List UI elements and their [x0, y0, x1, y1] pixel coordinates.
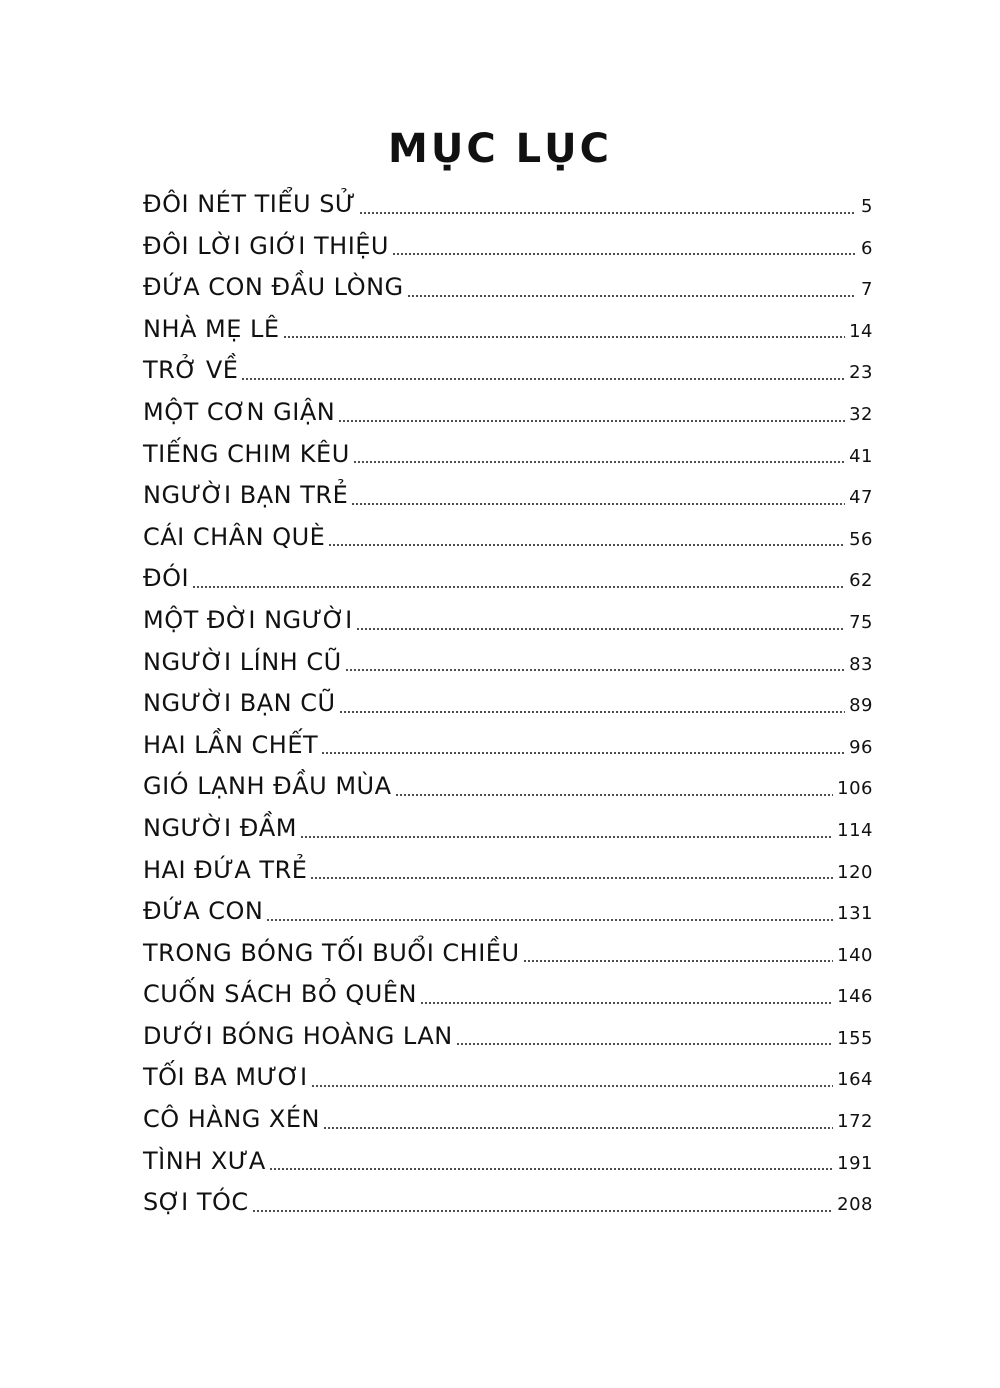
entry-page-number: 14	[849, 320, 873, 342]
entry-page-number: 5	[861, 196, 873, 217]
entry-title: CÔ HÀNG XÉN	[143, 1105, 320, 1134]
dot-leader	[192, 585, 845, 589]
toc-entry	[143, 434, 873, 476]
dot-leader	[321, 751, 845, 755]
toc-entry	[143, 309, 873, 351]
entry-title: NGƯỜI ĐẦM	[143, 813, 297, 842]
toc-entry	[143, 350, 873, 392]
entry-page-number: 191	[837, 1152, 873, 1174]
entry-page-number: 89	[849, 695, 873, 717]
entry-title: DƯỚI BÓNG HOÀNG LAN	[143, 1021, 453, 1050]
dot-leader	[407, 294, 855, 298]
entry-page-number: 6	[861, 237, 873, 259]
entry-title: NHÀ MẸ LÊ	[143, 314, 280, 343]
entry-title: ĐÔI NÉT TIỂU SỬ	[143, 190, 357, 218]
entry-title: NGƯỜI BẠN TRẺ	[143, 481, 349, 510]
entry-title: HAI LẦN CHẾT	[143, 730, 319, 759]
entry-page-number: 75	[849, 611, 873, 633]
dot-leader	[252, 1209, 833, 1213]
entry-title: TỐI BA MƯƠI	[143, 1063, 308, 1092]
entry-title: ĐỨA CON	[143, 897, 264, 926]
entry-page-number: 47	[849, 487, 873, 509]
toc-entry	[143, 517, 873, 559]
entry-page-number: 56	[849, 528, 873, 550]
entry-title: NGƯỜI LÍNH CŨ	[143, 647, 342, 676]
entry-title: ĐÓI	[143, 564, 190, 593]
dot-leader	[300, 835, 833, 839]
entry-page-number: 208	[837, 1194, 873, 1216]
entry-title: NGƯỜI BẠN CŨ	[143, 689, 336, 718]
entry-title: MỘT ĐỜI NGƯỜI	[143, 605, 353, 634]
entry-title: TRONG BÓNG TỐI BUỔI CHIỀU	[143, 938, 520, 967]
entry-title: TIẾNG CHIM KÊU	[143, 439, 350, 468]
dot-leader	[420, 1001, 833, 1005]
dot-leader	[266, 918, 833, 922]
entry-page-number: 23	[849, 362, 873, 384]
dot-leader	[356, 627, 845, 631]
entry-page-number: 41	[849, 445, 873, 467]
toc-entry	[143, 1182, 873, 1224]
toc-entry	[143, 475, 873, 517]
entry-page-number: 131	[837, 903, 873, 925]
entry-title: GIÓ LẠNH ĐẦU MÙA	[143, 772, 392, 801]
dot-leader	[338, 419, 845, 423]
toc-entry	[143, 558, 873, 600]
toc-entry	[143, 850, 873, 892]
dot-leader	[311, 1084, 834, 1088]
entry-title: TRỞ VỀ	[143, 356, 239, 385]
entry-title: MỘT CƠN GIẬN	[143, 397, 336, 426]
dot-leader	[345, 668, 845, 672]
dot-leader	[310, 876, 833, 880]
toc-entry	[143, 725, 873, 767]
entry-page-number: 96	[849, 736, 873, 758]
dot-leader	[328, 543, 845, 547]
entry-page-number: 62	[849, 570, 873, 592]
entry-page-number: 106	[837, 778, 873, 800]
toc-entry	[143, 226, 873, 268]
dot-leader	[353, 460, 845, 464]
entry-page-number: 120	[837, 861, 873, 883]
entry-title: CUỐN SÁCH BỎ QUÊN	[143, 980, 417, 1009]
entry-page-number: 164	[837, 1069, 873, 1091]
toc-entry	[143, 683, 873, 725]
dot-leader	[283, 335, 846, 339]
entry-page-number: 114	[837, 819, 873, 841]
dot-leader	[351, 502, 845, 506]
toc-entry	[143, 642, 873, 684]
toc-entry	[143, 600, 873, 642]
dot-leader	[456, 1042, 833, 1046]
dot-leader	[395, 793, 834, 797]
entry-title: TÌNH XƯA	[143, 1146, 266, 1175]
toc-entry	[143, 808, 873, 850]
entry-page-number: 140	[837, 944, 873, 966]
entry-title: CÁI CHÂN QUÈ	[143, 522, 326, 551]
dot-leader	[323, 1126, 833, 1130]
toc-entry	[143, 1141, 873, 1183]
toc-entry	[143, 1099, 873, 1141]
table-of-contents	[143, 184, 873, 1224]
dot-leader	[241, 377, 845, 381]
toc-entry	[143, 766, 873, 808]
toc-entry	[143, 933, 873, 975]
toc-entry	[143, 974, 873, 1016]
entry-title: HAI ĐỨA TRẺ	[143, 855, 308, 884]
entry-page-number: 172	[837, 1111, 873, 1133]
toc-entry	[143, 184, 873, 226]
dot-leader	[269, 1167, 833, 1171]
page-title: MỤC LỤC	[388, 125, 612, 172]
toc-entry	[143, 267, 873, 309]
dot-leader	[392, 252, 855, 256]
entry-title: SỢI TÓC	[143, 1188, 249, 1217]
toc-entry	[143, 1057, 873, 1099]
entry-page-number: 7	[861, 279, 873, 301]
entry-page-number: 146	[837, 986, 873, 1008]
dot-leader	[523, 959, 834, 963]
entry-title: ĐÔI LỜI GIỚI THIỆU	[143, 231, 389, 260]
toc-entry	[143, 1016, 873, 1058]
toc-entry	[143, 891, 873, 933]
dot-leader	[339, 710, 846, 714]
dot-leader	[359, 211, 855, 215]
entry-title: ĐỨA CON ĐẦU LÒNG	[143, 273, 404, 302]
entry-page-number: 155	[837, 1027, 873, 1049]
toc-entry	[143, 392, 873, 434]
entry-page-number: 83	[849, 653, 873, 675]
entry-page-number: 32	[849, 403, 873, 425]
